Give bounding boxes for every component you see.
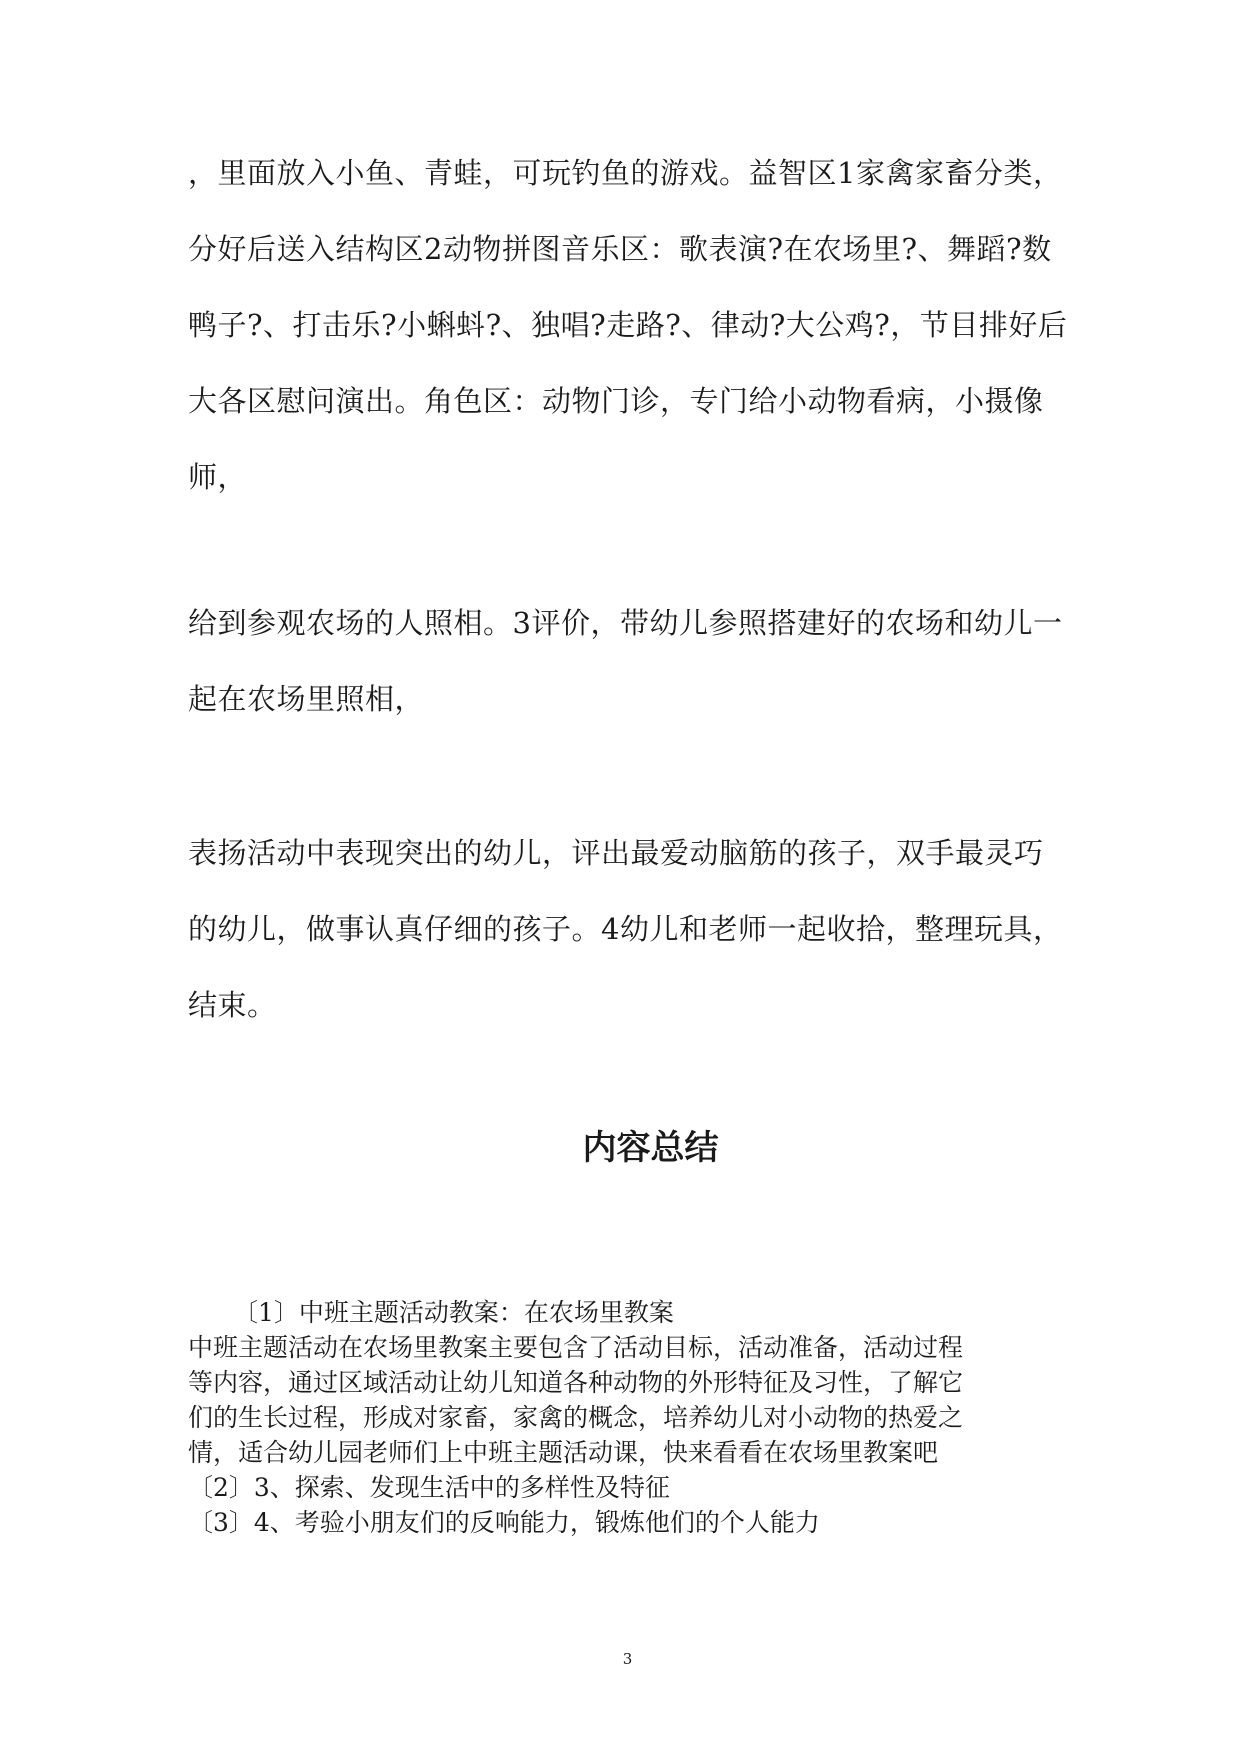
text-line: 师， <box>188 460 248 494</box>
summary-line: 〔3〕4、考验小朋友们的反响能力，锻炼他们的个人能力 <box>188 1508 820 1537</box>
summary-line: 〔1〕中班主题活动教案：在农场里教案 <box>233 1298 674 1327</box>
text-line: 的幼儿，做事认真仔细的孩子。4幼儿和老师一起收拾，整理玩具， <box>188 912 1063 946</box>
text-line: 起在农场里照相， <box>188 682 425 716</box>
text-line: 给到参观农场的人照相。3评价，带幼儿参照搭建好的农场和幼儿一 <box>188 606 1063 640</box>
summary-line: 等内容，通过区域活动让幼儿知道各种动物的外形特征及习性，了解它 <box>188 1368 964 1397</box>
text-line: 大各区慰问演出。角色区：动物门诊，专门给小动物看病，小摄像 <box>188 384 1044 418</box>
summary-line: 中班主题活动在农场里教案主要包含了活动目标，活动准备，活动过程 <box>188 1333 964 1362</box>
summary-line: 〔2〕3、探索、发现生活中的多样性及特征 <box>188 1473 670 1502</box>
body-paragraph-2 <box>188 585 1068 737</box>
text-line: 结束。 <box>188 988 277 1022</box>
text-line: 分好后送入结构区2动物拼图音乐区：歌表演?在农场里?、舞蹈?数 <box>188 232 1052 266</box>
summary-line: 们的生长过程，形成对家畜，家禽的概念，培养幼儿对小动物的热爱之 <box>188 1403 964 1432</box>
text-line: 鸭子?、打击乐?小蝌蚪?、独唱?走路?、律动?大公鸡?，节目排好后 <box>188 308 1068 342</box>
body-paragraph-1 <box>188 135 1068 515</box>
text-line: ，里面放入小鱼、青蛙，可玩钓鱼的游戏。益智区1家禽家畜分类， <box>188 156 1063 190</box>
summary-line: 情，适合幼儿园老师们上中班主题活动课，快来看看在农场里教案吧 <box>188 1438 939 1467</box>
summary-block <box>188 1295 1068 1540</box>
summary-heading: 内容总结 <box>582 1128 719 1168</box>
body-paragraph-3 <box>188 815 1068 1043</box>
page-number: 3 <box>622 1650 633 1668</box>
text-line: 表扬活动中表现突出的幼儿，评出最爱动脑筋的孩子，双手最灵巧 <box>188 836 1044 870</box>
